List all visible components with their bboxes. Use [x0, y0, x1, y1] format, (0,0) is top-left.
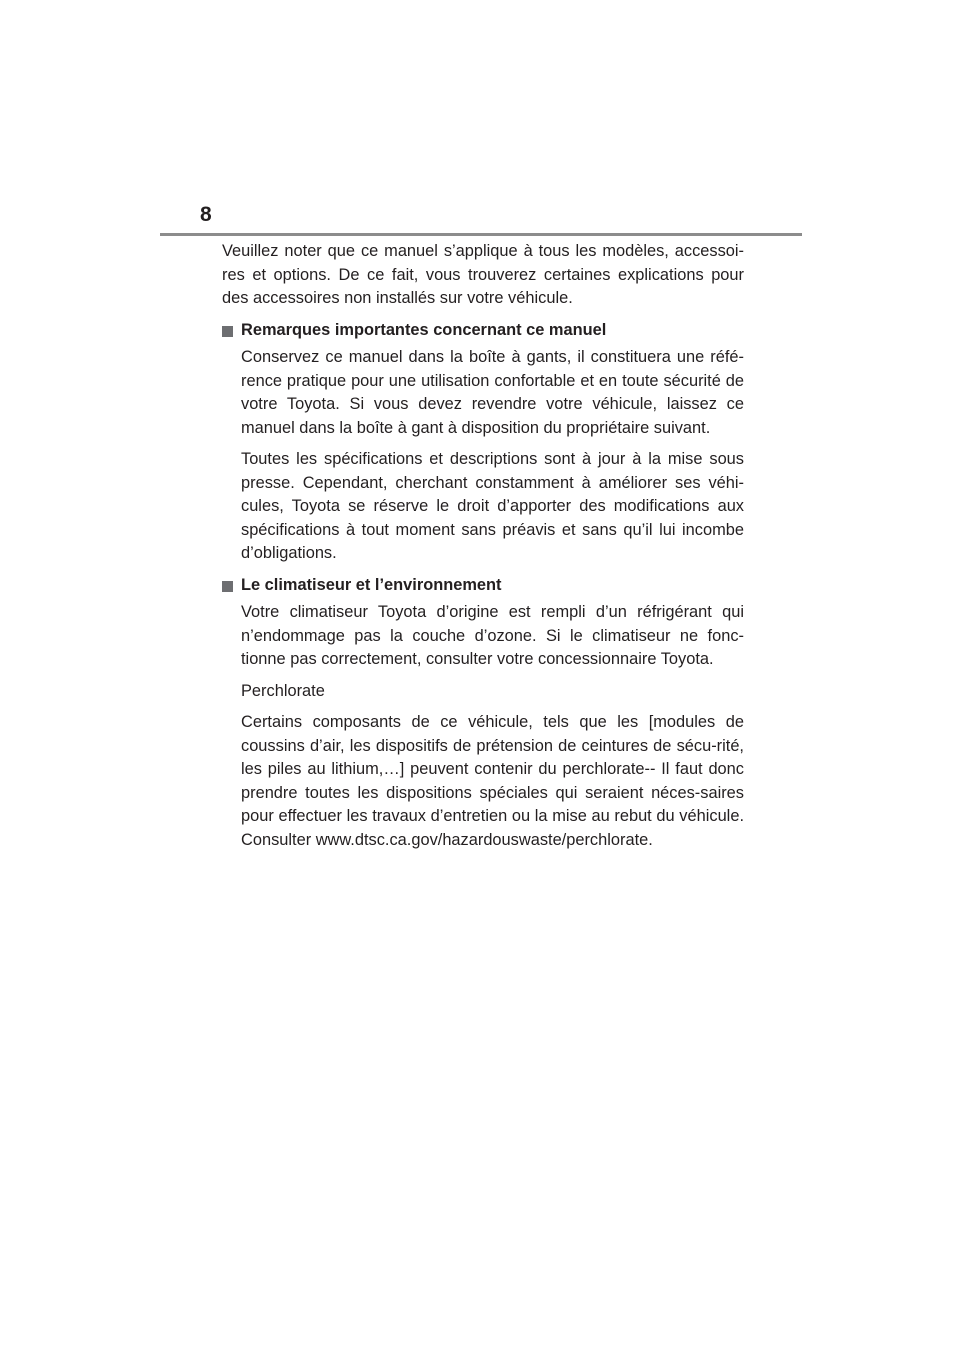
- page-number: 8: [200, 203, 212, 226]
- section-important-notes: [222, 319, 744, 566]
- square-bullet-icon: [222, 326, 233, 337]
- paragraph: Conservez ce manuel dans la boîte à gants, il constituera une réfé-rence pratique pour une utilisation confortable et en toute sécurité de votre Toyota. Si vous devez revendre votre véhicule, laissez ce manuel dans la boîte à gant à disposition du propriétaire suivant.: [241, 348, 744, 437]
- section-air-conditioning: [222, 574, 744, 853]
- section-heading-text: Remarques importantes concernant ce manuel: [241, 320, 607, 339]
- header-rule: [160, 233, 802, 236]
- section-heading: [222, 574, 744, 598]
- section-heading: [222, 319, 744, 343]
- square-bullet-icon: [222, 581, 233, 592]
- paragraph: Toutes les spécifications et descriptions sont à jour à la mise sous presse. Cependant, cherchant constamment à améliorer ses véhi-cules, Toyota se réserve le droit d’apporter des modifications aux spécifications à tout moment sans préavis et sans qu’il lui incombe d’obligations.: [241, 450, 744, 562]
- section-body: [222, 346, 744, 566]
- section-heading-text: Le climatiseur et l’environnement: [241, 575, 502, 594]
- section-body: [222, 601, 744, 852]
- paragraph-label: Perchlorate: [241, 681, 325, 700]
- intro-paragraph: Veuillez noter que ce manuel s’applique à tous les modèles, accessoi-res et options. De ce fait, vous trouverez certaines explications pour des accessoires non installés sur votre véhicule.: [222, 242, 744, 307]
- paragraph: Certains composants de ce véhicule, tels que les [modules de coussins d’air, les dispositifs de prétension de ceintures de sécu-rité, les piles au lithium,…] peuvent contenir du perchlorate-- Il faut donc prendre toutes les dispositions spéciales qui seraient néces-saires pour effectuer les travaux d’entretien ou la mise au rebut du véhicule. Consulter www.dtsc.ca.gov/hazardouswaste/perchlorate.: [241, 713, 744, 849]
- page-content: [222, 240, 744, 860]
- paragraph: Votre climatiseur Toyota d’origine est rempli d’un réfrigérant qui n’endommage pas la couche d’ozone. Si le climatiseur ne fonc-tionne pas correctement, consulter votre concessionnaire Toyota.: [241, 603, 744, 668]
